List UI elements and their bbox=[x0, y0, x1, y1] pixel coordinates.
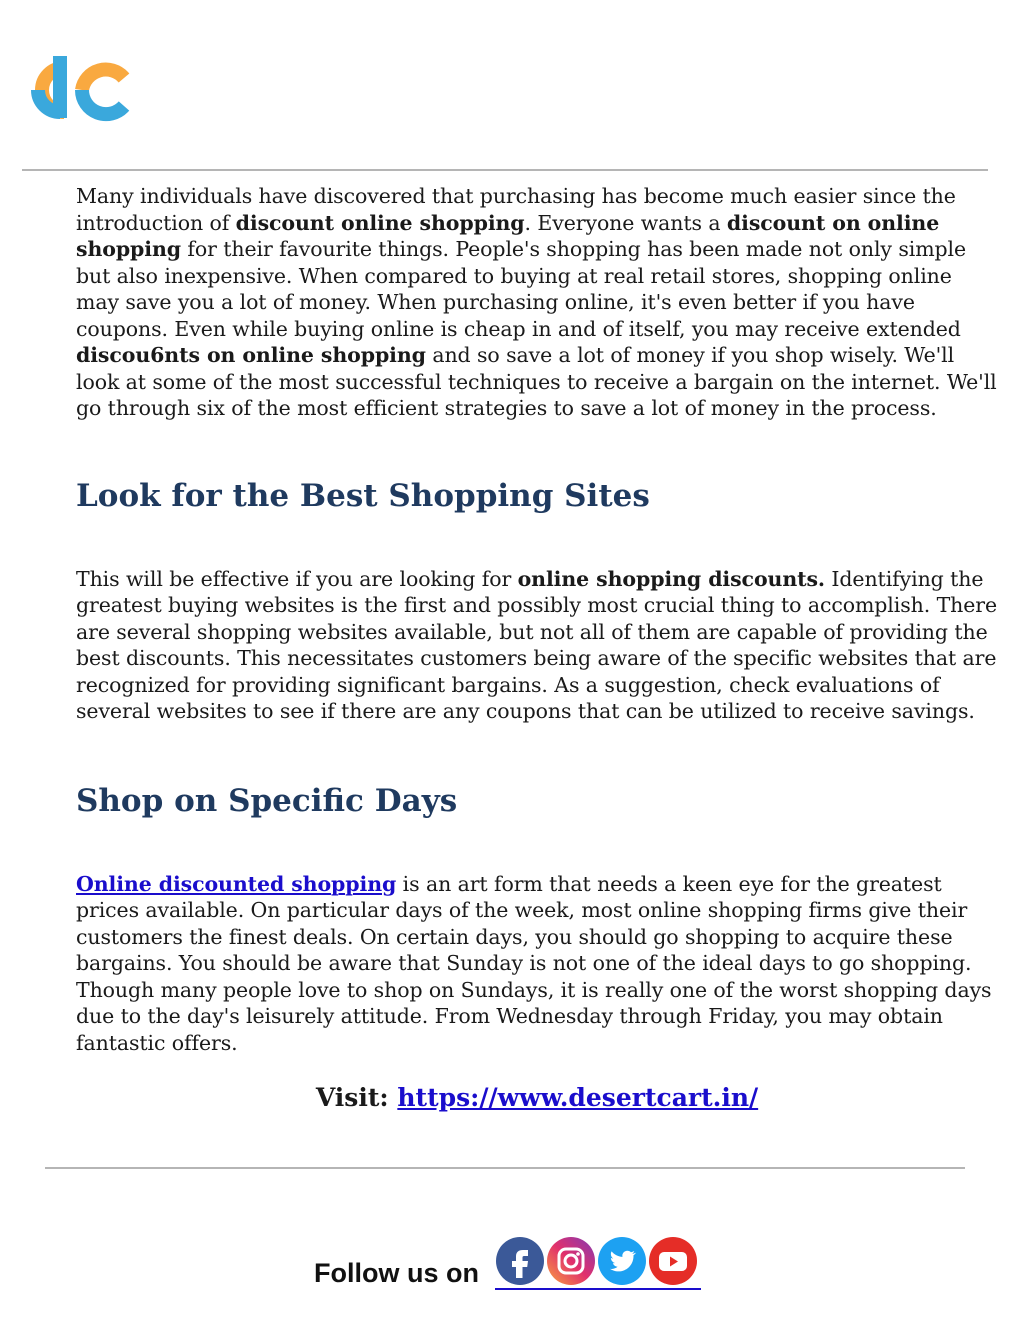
desertcart-url-link[interactable]: https://www.desertcart.in/ bbox=[397, 1083, 759, 1112]
section-heading: Look for the Best Shopping Sites bbox=[76, 477, 650, 514]
facebook-icon[interactable] bbox=[495, 1236, 545, 1286]
intro-paragraph: Many individuals have discovered that purchasing has become much easier since the introduction of discount online shopping. Everyone wants a discount on online shopping for their favourite things. People's shopping has been made not only simple but also inexpensive. When compared to buying at real retail stores, shopping online may save you a lot of money. When purchasing online, it's even better if you have coupons. Even while buying online is cheap in and of itself, you may receive extended discou6nts on online shopping and so save a lot of money if you shop wisely. We'll look at some of the most successful techniques to receive a bargain on the internet. We'll go through six of the most efficient strategies to save a lot of money in the process. bbox=[76, 184, 997, 420]
online-discounted-shopping-link[interactable]: Online discounted shopping bbox=[76, 871, 397, 896]
section-paragraph: This will be effective if you are looking for online shopping discounts. Identifying the greatest buying websites is the first and possibly most crucial thing to accomplish. There are several shopping websites available, but not all of them are capable of providing the best discounts. This necessitates customers being aware of the specific websites that are recognized for providing significant bargains. As a suggestion, check evaluations of several websites to see if there are any coupons that can be utilized to receive savings. bbox=[76, 566, 998, 723]
header-divider bbox=[22, 169, 988, 171]
follow-us-label: Follow us on bbox=[314, 1258, 479, 1288]
youtube-icon[interactable] bbox=[648, 1236, 698, 1286]
dc-logo bbox=[20, 48, 134, 140]
footer-divider bbox=[45, 1167, 965, 1169]
keyword-bold: discou6nts on online shopping bbox=[76, 343, 426, 367]
visit-line bbox=[76, 1083, 998, 1112]
follow-us bbox=[314, 1230, 701, 1290]
visit-label: Visit: bbox=[315, 1083, 398, 1112]
social-icons bbox=[495, 1236, 701, 1290]
twitter-icon[interactable] bbox=[597, 1236, 647, 1286]
section-paragraph: Online discounted shopping is an art form that needs a keen eye for the greatest prices available. On particular days of the week, most online shopping firms give their customers the finest deals. On certain days, you should go shopping to acquire these bargains. You should be aware that Sunday is not one of the ideal days to go shopping. Though many people love to shop on Sundays, it is really one of the worst shopping days due to the day's leisurely attitude. From Wednesday through Friday, you may obtain fantastic offers. bbox=[76, 871, 992, 1055]
keyword-bold: discount online shopping bbox=[235, 210, 525, 235]
article-body bbox=[76, 183, 998, 1112]
keyword-bold: online shopping discounts. bbox=[517, 566, 825, 591]
section-heading: Shop on Specific Days bbox=[76, 782, 458, 819]
keyword-bold: discount on online shopping bbox=[76, 210, 940, 261]
instagram-icon[interactable] bbox=[546, 1236, 596, 1286]
